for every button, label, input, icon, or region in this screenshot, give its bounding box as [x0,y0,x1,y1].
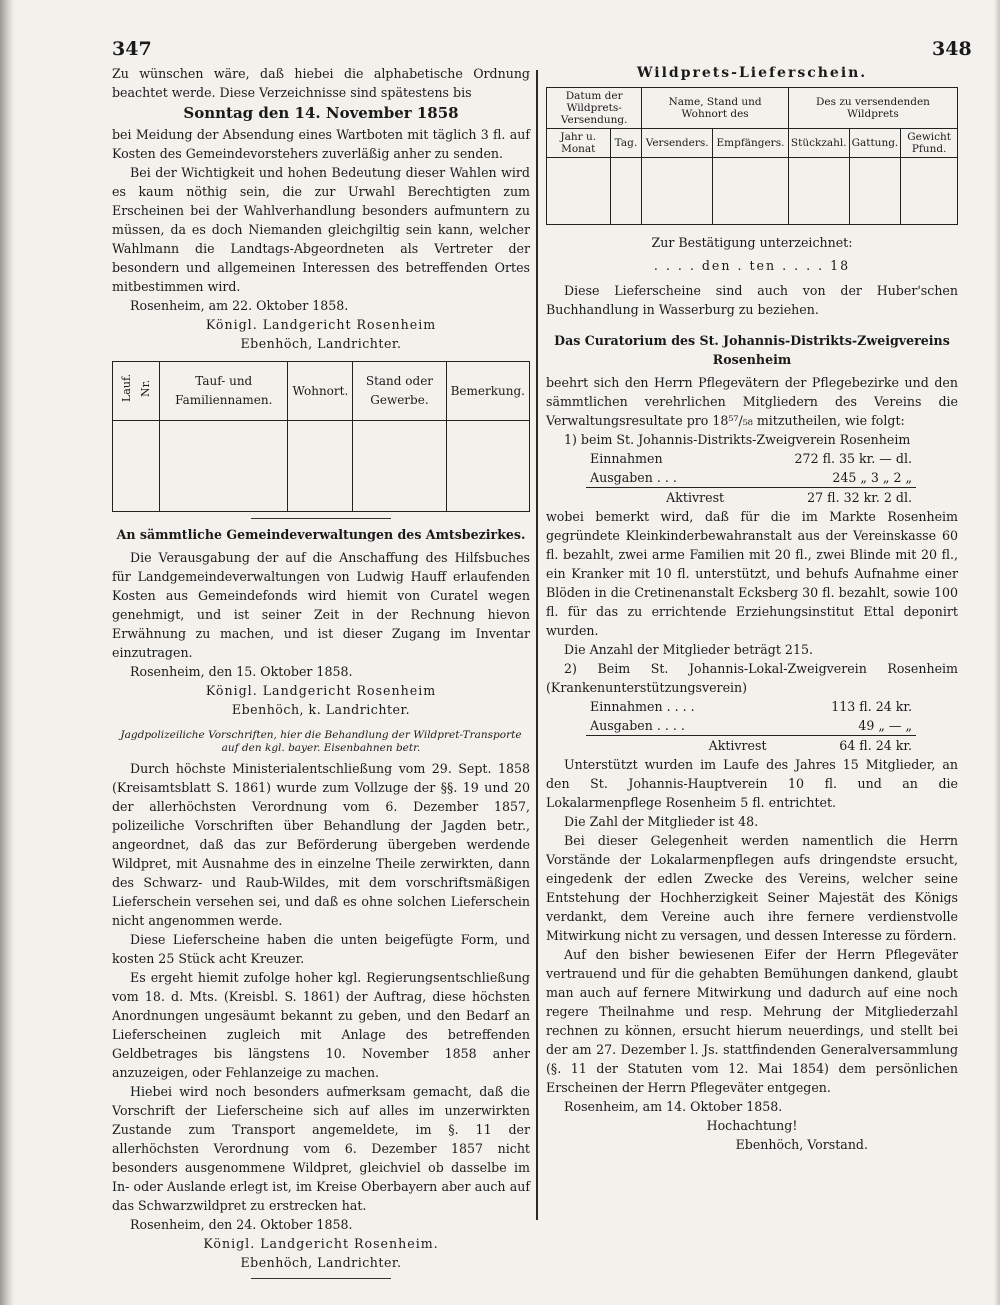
date-line-1: Rosenheim, am 22. Oktober 1858. [130,298,349,313]
item2-heading: 2) Beim St. Johannis-Lokal-Zweigverein Rosenheim (Krankenunterstützungsverein) [546,661,958,695]
bookshop-note: Diese Lieferscheine sind auch von der Huber'schen Buchhandlung in Wasserburg zu beziehen. [546,283,958,317]
table-row [547,158,958,225]
table-row: Aktivrest 27 fl. 32 kr. 2 dl. [586,488,916,508]
hauff-paragraph: Die Verausgabung der auf die Anschaffung des Hilfsbuches für Landgemeindeverwaltungen von Ludwig Hauff erlaufenden Kosten aus Gemeindefonds wird hiemit von Curatel wegen genehmigt, und ist seiner Zeit in der Rechnung hievon Erwähnung zu machen, und ist dieser Zugang im Inventar einzutragen. [112,550,530,660]
table-row [113,421,530,512]
end-divider [251,1278,391,1279]
court-name-1: Königl. Landgericht Rosenheim [205,317,437,332]
court-name-2: Königl. Landgericht Rosenheim [205,683,437,698]
thanks-paragraph: Auf den bisher bewiesenen Eifer der Herrn Pflegeväter vertrauend und für die gehabten Bemühungen dankend, glaubt man auch auf fernere Mitwirkung und dadurch auf eine noch regere Theilnahme und resp. Mehrung der Mitgliederzahl rechnen zu können, ersucht hierum neuerdings, und stellt bei der am 27. Dezember l. Js. stattfindenden Generalversammlung (§. 11 der Statuten vom 12. Mai 1854) dem persönlichen Erscheinen der Herrn Pflegeväter entgegen. [546,947,958,1095]
form-date-line: . . . . den . ten . . . . 18 [653,258,851,273]
item1-heading: 1) beim St. Johannis-Distrikts-Zweigverein Rosenheim [564,432,911,447]
members-count-1: Die Anzahl der Mitglieder beträgt 215. [564,642,813,657]
curatorium-intro: beehrt sich den Herrn Pflegevätern der Pflegebezirke und den sämmtlichen verehrlichen Mitgliedern des Vereins die Verwaltungsresultate pro 18⁵⁷/₅₈ mitzutheilen, wie folgt: [546,375,958,428]
curatorium-title: Das Curatorium des St. Johannis-Distrikts-Zweigvereins Rosenheim [554,333,950,367]
closing-greeting: Hochachtung! [706,1118,798,1133]
right-column [546,64,958,1154]
form-sub-gewicht: Gewicht Pfund. [901,129,958,158]
form-title: Wildprets-Lieferschein. [636,65,868,81]
page-number-right: 348 [932,38,972,60]
judge-signature-3: Ebenhöch, Landrichter. [240,1255,402,1270]
court-name-3: Königl. Landgericht Rosenheim. [203,1236,439,1251]
table-header-wohnort: Wohnort. [288,362,353,421]
table-header-stand: Stand oder Gewerbe. [353,362,446,421]
date-line-2: Rosenheim, den 15. Oktober 1858. [130,664,353,679]
page-edge-shadow [994,0,1000,1305]
wildpret-paragraph-2: Diese Lieferscheine haben die unten beigefügte Form, und kosten 25 Stück acht Kreuzer. [112,932,530,966]
form-sub-jahr: Jahr u. Monat [547,129,611,158]
deadline-heading: Sonntag den 14. November 1858 [183,104,459,122]
accounts-table-1 [586,449,916,507]
appeal-paragraph: Bei dieser Gelegenheit werden namentlich die Herrn Vorstände der Lokalarmenpflegen aufs dringendste ersucht, eingedenk der edlen Zwecke des Vereins, welcher seine Entstehung der Hochherzigkeit Seiner Majestät des Königs verdankt, dem Vereine auch ihre fernere verdienstvolle Mitwirkung nicht zu versagen, und dessen Interesse zu fördern. [546,833,958,943]
form-header-name: Name, Stand und Wohnort des [642,88,789,129]
date-line-4: Rosenheim, am 14. Oktober 1858. [564,1099,783,1114]
wildpret-paragraph-4: Hiebei wird noch besonders aufmerksam gemacht, daß die Vorschrift der Lieferscheine sich auf alles im unzerwirkten Zustande zum Transport angemeldete, im §. 11 der allerhöchsten Verordnung vom 6. Dezember 1857 nicht besonders ausgenommene Wildpret, gleichviel ob dasselbe im In- oder Auslande erlegt ist, im Kreise Oberbayern aber auch auf das Schwarzwildpret zu erstrecken hat. [112,1084,530,1213]
column-divider [536,70,538,1220]
wildpret-paragraph-1: Durch höchste Ministerialentschließung vom 29. Sept. 1858 (Kreisamtsblatt S. 1861) wurde zum Vollzuge der §§. 19 und 20 der allerhöchsten Verordnung vom 6. Dezember 1857, polizeiliche Vorschriften über Behandlung der Jagden betr., angeordnet, daß das zur Beförderung übergeben werdende Wildpret, mit Ausnahme des in einzelne Theile zerwirkten, dann des Schwarz- und Raub-Wildes, mit dem vorschriftsmäßigen Lieferschein versehen sei, und daß es ohne solchen Lieferschein nicht angenommen werde. [112,761,530,928]
accounts-table-2 [586,697,916,755]
table-row: Einnahmen . . . . 113 fl. 24 kr. [590,699,912,714]
section-title-gemeindeverwaltungen: An sämmtliche Gemeindeverwaltungen des Amtsbezirkes. [116,527,526,542]
left-column [112,64,530,1285]
table-header-names: Tauf- und Familiennamen. [160,362,288,421]
form-header-wildpret: Des zu versendenden Wildprets [788,88,957,129]
book-binding-shadow [0,0,14,1305]
wildpret-paragraph-3: Es ergeht hiemit zufolge hoher kgl. Regierungsentschließung vom 18. d. Mts. (Kreisbl. S. 1861) der Auftrag, diese höchsten Anordnungen ungesäumt bekannt zu geben, und den Bedarf an Lieferscheinen zugleich mit Anlage des betreffenden Geldbetrages bis längstens 10. November 1858 anher anzuzeigen, oder Fehlanzeige zu machen. [112,970,530,1080]
confirmation-line: Zur Bestätigung unterzeichnet: [651,235,853,250]
table-header-lauf-nr: Lauf. Nr. [113,362,160,421]
table-header-bemerkung: Bemerkung. [446,362,529,421]
judge-signature-1: Ebenhöch, Landrichter. [240,336,402,351]
form-sub-gattung: Gattung. [849,129,901,158]
page-number-left: 347 [112,38,152,60]
form-sub-versender: Versenders. [642,129,713,158]
date-line-3: Rosenheim, den 24. Oktober 1858. [130,1217,353,1232]
table-row: Ausgaben . . . . 49 „ — „ [590,718,912,733]
members-count-2: Die Zahl der Mitglieder ist 48. [564,814,759,829]
table-row: Aktivrest 64 fl. 24 kr. [586,736,916,756]
lieferschein-form-table [546,87,958,225]
chairman-signature: Ebenhöch, Vorstand. [735,1137,868,1152]
item2-text: Unterstützt wurden im Laufe des Jahres 15 Mitglieder, an den St. Johannis-Hauptverein 10 fl. und an die Lokalarmenpflege Rosenheim 5 fl. entrichtet. [546,757,958,810]
form-sub-empfaenger: Empfängers. [713,129,789,158]
deadline-text: bei Meidung der Absendung eines Wartboten mit täglich 3 fl. auf Kosten des Gemeindevorstehers zuverläßig anher zu senden. [112,127,530,161]
judge-signature-2: Ebenhöch, k. Landrichter. [231,702,411,717]
intro-text: Zu wünschen wäre, daß hiebei die alphabetische Ordnung beachtet werde. Diese Verzeichnisse sind spätestens bis [112,66,530,100]
form-header-datum: Datum der Wildprets-Versendung. [547,88,642,129]
table-row: Ausgaben . . . 245 „ 3 „ 2 „ [590,470,912,485]
form-sub-stueckzahl: Stückzahl. [788,129,849,158]
table-row: Einnahmen 272 fl. 35 kr. — dl. [590,451,912,466]
form-sub-tag: Tag. [610,129,642,158]
election-paragraph: Bei der Wichtigkeit und hohen Bedeutung dieser Wahlen wird es kaum nöthig sein, die zur Urwahl Berechtigten zum Erscheinen bei der Wahlverhandlung besonders aufmuntern zu müssen, da es doch Niemanden gleichgiltig sein kann, welcher Wahlmann die Landtags-Abgeordneten als Vertreter der besondern und allgemeinen Interessen des betreffenden Ortes mitbestimmen wird. [112,165,530,294]
item1-text: wobei bemerkt wird, daß für die im Markte Rosenheim gegründete Kleinkinderbewahranstalt aus der Vereinskasse 60 fl. bezahlt, zwei arme Familien mit 20 fl., zwei Blinde mit 20 fl., ein Kranker mit 10 fl. unterstützt, und behufs Aufnahme einer Blöden in die Cretinenanstalt Ecksberg 30 fl. bezahlt, sowie 100 fl. für das zu errichtende Erziehungsinstitut Ettal deponirt wurden. [546,509,958,638]
voter-register-table [112,361,530,512]
section-divider [251,518,391,519]
section-title-jagdpolizei: Jagdpolizeiliche Vorschriften, hier die Behandlung der Wildpret-Transporte auf den kgl. bayer. Eisenbahnen betr. [120,729,522,754]
